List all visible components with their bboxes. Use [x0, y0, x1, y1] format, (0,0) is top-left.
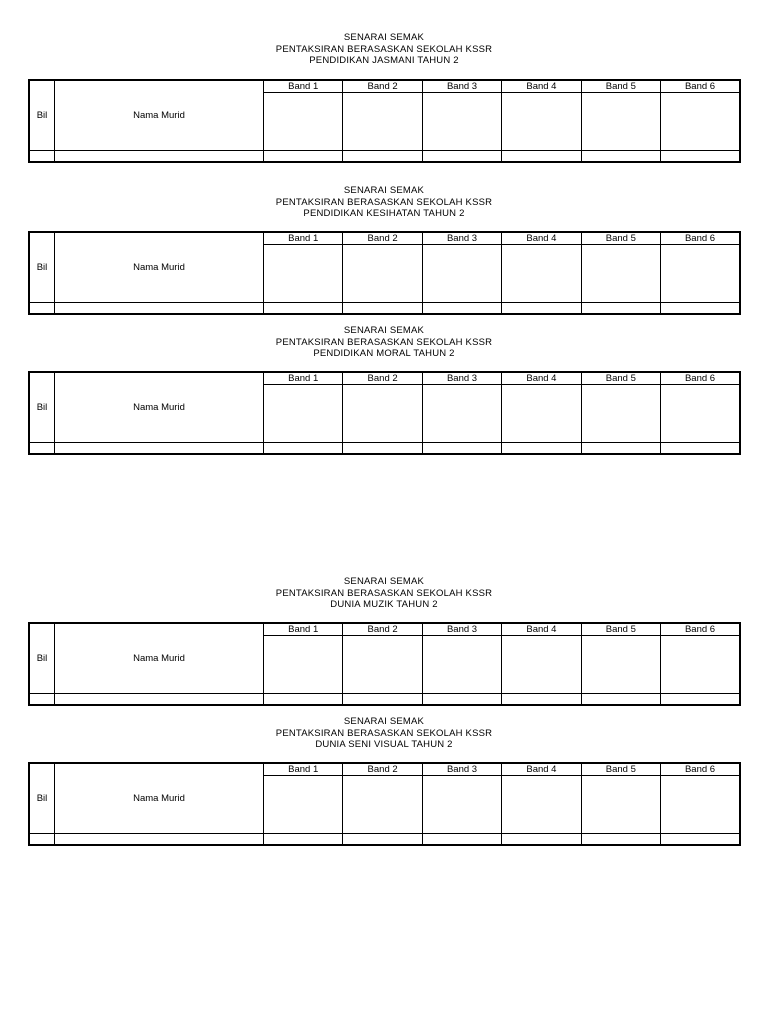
checklist-section-moral	[0, 325, 768, 413]
heading-subtitle: PENTAKSIRAN BERASASKAN SEKOLAH KSSR	[275, 727, 493, 739]
band-cell[interactable]	[343, 93, 422, 151]
bil-header: Bil	[29, 372, 55, 443]
heading-subtitle: PENTAKSIRAN BERASASKAN SEKOLAH KSSR	[275, 43, 493, 55]
band-cell[interactable]	[422, 694, 501, 706]
band-header: Band 4	[502, 232, 581, 245]
band-cell[interactable]	[264, 303, 343, 315]
band-cell[interactable]	[422, 245, 501, 303]
heading-subtitle: PENTAKSIRAN BERASASKAN SEKOLAH KSSR	[275, 196, 493, 208]
bil-cell[interactable]	[29, 443, 55, 455]
checklist-section-jasmani	[0, 32, 768, 121]
band-cell[interactable]	[422, 776, 501, 834]
band-header: Band 6	[661, 80, 740, 93]
band-header: Band 2	[343, 623, 422, 636]
checklist-table	[28, 622, 741, 706]
heading-title: SENARAI SEMAK	[343, 185, 425, 196]
checklist-table	[28, 231, 741, 315]
band-cell[interactable]	[343, 303, 422, 315]
band-cell[interactable]	[581, 151, 660, 163]
band-cell[interactable]	[343, 636, 422, 694]
nama-cell[interactable]	[55, 151, 264, 163]
heading-title: SENARAI SEMAK	[343, 576, 425, 587]
band-cell[interactable]	[343, 385, 422, 443]
band-cell[interactable]	[661, 443, 740, 455]
nama-cell[interactable]	[55, 443, 264, 455]
heading-title: SENARAI SEMAK	[343, 716, 425, 727]
band-cell[interactable]	[264, 151, 343, 163]
band-cell[interactable]	[422, 151, 501, 163]
heading-subject: DUNIA SENI VISUAL TAHUN 2	[315, 739, 453, 750]
bil-header: Bil	[29, 763, 55, 834]
band-cell[interactable]	[581, 636, 660, 694]
band-cell[interactable]	[343, 245, 422, 303]
band-cell[interactable]	[502, 443, 581, 455]
band-header: Band 6	[661, 763, 740, 776]
band-header: Band 5	[581, 763, 660, 776]
band-header: Band 6	[661, 372, 740, 385]
band-cell[interactable]	[581, 694, 660, 706]
heading-subtitle: PENTAKSIRAN BERASASKAN SEKOLAH KSSR	[275, 587, 493, 599]
nama-cell[interactable]	[55, 834, 264, 846]
band-cell[interactable]	[343, 443, 422, 455]
band-cell[interactable]	[502, 385, 581, 443]
band-header: Band 6	[661, 232, 740, 245]
section-heading	[0, 716, 768, 751]
table-row	[29, 151, 740, 163]
band-header: Band 3	[422, 623, 501, 636]
band-header: Band 3	[422, 232, 501, 245]
nama-murid-header: Nama Murid	[55, 763, 264, 834]
nama-cell[interactable]	[55, 694, 264, 706]
band-header: Band 4	[502, 623, 581, 636]
band-cell[interactable]	[264, 776, 343, 834]
section-heading	[0, 325, 768, 360]
heading-subject: PENDIDIKAN KESIHATAN TAHUN 2	[303, 208, 465, 219]
band-cell[interactable]	[422, 443, 501, 455]
nama-murid-header: Nama Murid	[55, 623, 264, 694]
band-header: Band 6	[661, 623, 740, 636]
band-cell[interactable]	[502, 694, 581, 706]
section-heading	[0, 32, 768, 67]
bil-header: Bil	[29, 232, 55, 303]
band-cell[interactable]	[264, 93, 343, 151]
band-cell[interactable]	[502, 245, 581, 303]
band-cell[interactable]	[264, 443, 343, 455]
band-cell[interactable]	[581, 303, 660, 315]
band-cell[interactable]	[422, 93, 501, 151]
band-cell[interactable]	[343, 151, 422, 163]
band-cell[interactable]	[264, 385, 343, 443]
table-row	[29, 443, 740, 455]
band-cell[interactable]	[581, 443, 660, 455]
band-cell[interactable]	[422, 385, 501, 443]
checklist-table	[28, 762, 741, 846]
heading-subject: DUNIA MUZIK TAHUN 2	[330, 599, 438, 610]
band-cell[interactable]	[502, 636, 581, 694]
bil-cell[interactable]	[29, 834, 55, 846]
nama-murid-header: Nama Murid	[55, 80, 264, 151]
band-header: Band 3	[422, 763, 501, 776]
bil-cell[interactable]	[29, 694, 55, 706]
band-cell[interactable]	[422, 636, 501, 694]
table-row	[29, 694, 740, 706]
band-header: Band 3	[422, 80, 501, 93]
band-cell[interactable]	[422, 834, 501, 846]
band-cell[interactable]	[661, 385, 740, 443]
band-header: Band 4	[502, 372, 581, 385]
band-cell[interactable]	[661, 245, 740, 303]
band-header: Band 1	[264, 80, 343, 93]
heading-title: SENARAI SEMAK	[343, 325, 425, 336]
band-cell[interactable]	[343, 694, 422, 706]
band-cell[interactable]	[264, 694, 343, 706]
band-header: Band 2	[343, 80, 422, 93]
band-cell[interactable]	[661, 151, 740, 163]
nama-cell[interactable]	[55, 303, 264, 315]
band-cell[interactable]	[343, 776, 422, 834]
band-header: Band 4	[502, 80, 581, 93]
band-header: Band 1	[264, 372, 343, 385]
band-header: Band 2	[343, 763, 422, 776]
band-cell[interactable]	[581, 245, 660, 303]
band-cell[interactable]	[264, 636, 343, 694]
band-cell[interactable]	[502, 834, 581, 846]
bil-header: Bil	[29, 623, 55, 694]
band-cell[interactable]	[502, 93, 581, 151]
bil-header: Bil	[29, 80, 55, 151]
checklist-section-muzik	[0, 576, 768, 664]
checklist-section-kesihatan	[0, 185, 768, 273]
table-row	[29, 834, 740, 846]
band-cell[interactable]	[264, 245, 343, 303]
checklist-table	[28, 79, 741, 163]
band-header: Band 2	[343, 232, 422, 245]
band-header: Band 2	[343, 372, 422, 385]
nama-murid-header: Nama Murid	[55, 372, 264, 443]
band-cell[interactable]	[264, 834, 343, 846]
band-header: Band 1	[264, 623, 343, 636]
heading-subject: PENDIDIKAN JASMANI TAHUN 2	[309, 55, 459, 66]
band-header: Band 5	[581, 623, 660, 636]
heading-title: SENARAI SEMAK	[343, 32, 425, 43]
band-header: Band 5	[581, 372, 660, 385]
bil-cell[interactable]	[29, 303, 55, 315]
heading-subject: PENDIDIKAN MORAL TAHUN 2	[313, 348, 455, 359]
checklist-section-seni-visual	[0, 716, 768, 804]
band-cell[interactable]	[661, 636, 740, 694]
band-header: Band 4	[502, 763, 581, 776]
band-header: Band 3	[422, 372, 501, 385]
band-cell[interactable]	[422, 303, 501, 315]
section-heading	[0, 576, 768, 611]
band-header: Band 5	[581, 80, 660, 93]
table-row	[29, 303, 740, 315]
band-cell[interactable]	[581, 385, 660, 443]
band-header: Band 5	[581, 232, 660, 245]
band-cell[interactable]	[502, 776, 581, 834]
band-header: Band 1	[264, 232, 343, 245]
nama-murid-header: Nama Murid	[55, 232, 264, 303]
band-cell[interactable]	[581, 93, 660, 151]
band-header: Band 1	[264, 763, 343, 776]
heading-subtitle: PENTAKSIRAN BERASASKAN SEKOLAH KSSR	[275, 336, 493, 348]
section-heading	[0, 185, 768, 220]
band-cell[interactable]	[581, 776, 660, 834]
bil-cell[interactable]	[29, 151, 55, 163]
band-cell[interactable]	[343, 834, 422, 846]
band-cell[interactable]	[502, 303, 581, 315]
band-cell[interactable]	[581, 834, 660, 846]
checklist-table	[28, 371, 741, 455]
band-cell[interactable]	[661, 694, 740, 706]
band-cell[interactable]	[661, 303, 740, 315]
band-cell[interactable]	[661, 93, 740, 151]
band-cell[interactable]	[661, 834, 740, 846]
band-cell[interactable]	[502, 151, 581, 163]
band-cell[interactable]	[661, 776, 740, 834]
